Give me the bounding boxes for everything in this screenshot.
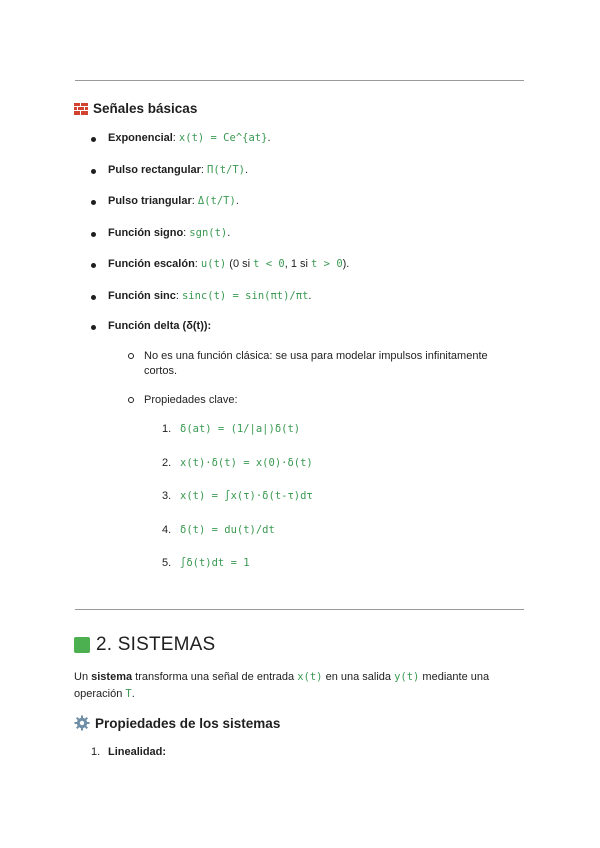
- property-item: 2. x(t)·δ(t) = x(0)·δ(t): [162, 457, 313, 469]
- item-label: Linealidad: [108, 746, 163, 758]
- sub-list-item: No es una función clásica: se usa para modelar impulsos infinitamente cortos.: [128, 349, 508, 379]
- formula: δ(t) = du(t)/dt: [180, 524, 275, 536]
- section-title: 2. SISTEMAS: [96, 634, 216, 655]
- formula: u(t): [200, 258, 227, 270]
- item-label: Función delta (δ(t)): [108, 320, 208, 332]
- formula: x(t) = Ce^{at}: [178, 132, 268, 144]
- item-label: Función escalón: [108, 258, 195, 270]
- subsection-heading-properties: [74, 715, 280, 731]
- section-heading-systems: [74, 634, 215, 656]
- gear-icon: [74, 715, 90, 731]
- formula: Δ(t/T): [197, 195, 236, 207]
- green-square-icon: [74, 637, 90, 653]
- property-item: 4. δ(t) = du(t)/dt: [162, 524, 275, 536]
- section-heading-signals: [74, 101, 197, 116]
- item-label: Función signo: [108, 227, 184, 239]
- formula: sgn(t): [189, 227, 228, 239]
- brick-icon: [74, 103, 88, 115]
- intro-paragraph: Un sistema transforma una señal de entrada x(t) en una salida y(t) mediante una operación T.: [74, 671, 490, 700]
- formula: δ(at) = (1/|a|)δ(t): [180, 423, 301, 435]
- formula: t > 0: [311, 258, 343, 270]
- item-label: Función sinc: [108, 290, 176, 302]
- formula: sinc(t) = sin(πt)/πt: [181, 290, 309, 302]
- property-item: 1. δ(at) = (1/|a|)δ(t): [162, 423, 301, 435]
- sub-list-item: Propiedades clave:: [128, 393, 508, 408]
- property-item: 5. ∫δ(t)dt = 1: [162, 557, 250, 569]
- list-item: 1. Linealidad:: [91, 746, 167, 758]
- subsection-title: Propiedades de los sistemas: [95, 715, 281, 731]
- formula: x(t) = ∫x(τ)·δ(t-τ)dτ: [180, 490, 313, 502]
- formula: x(t): [297, 671, 323, 683]
- formula: T: [125, 688, 132, 700]
- item-label: Exponencial: [108, 132, 173, 144]
- formula: y(t): [394, 671, 420, 683]
- horizontal-rule-top: [75, 80, 524, 81]
- formula: Π(t/T): [207, 164, 245, 176]
- property-item: 3. x(t) = ∫x(τ)·δ(t-τ)dτ: [162, 490, 313, 502]
- section-title: Señales básicas: [93, 101, 198, 116]
- item-label: Pulso triangular: [108, 195, 192, 207]
- formula: t < 0: [253, 258, 285, 270]
- item-label: Pulso rectangular: [108, 164, 201, 176]
- formula: ∫δ(t)dt = 1: [180, 557, 250, 569]
- formula: x(t)·δ(t) = x(0)·δ(t): [180, 457, 313, 469]
- horizontal-rule-middle: [75, 609, 524, 610]
